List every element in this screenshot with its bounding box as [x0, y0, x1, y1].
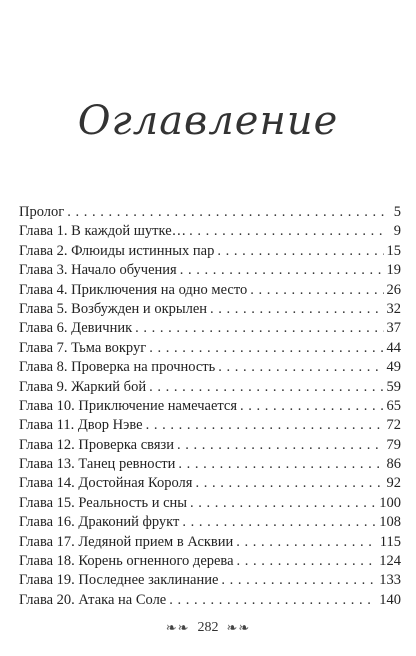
toc-entry-title: Глава 6. Девичник [19, 320, 133, 337]
dot-leader [250, 281, 383, 300]
toc-entry-title: Пролог [19, 204, 65, 220]
dot-leader [182, 513, 376, 532]
toc-entry-title: Глава 4. Приключения на одно место [19, 281, 248, 298]
dot-leader [236, 533, 376, 552]
toc-entry-page: 19 [386, 262, 401, 279]
toc-entry-page: 72 [386, 417, 401, 434]
toc-entry-page: 140 [379, 591, 401, 608]
ornament-right-icon: ❧❧ [226, 620, 251, 635]
toc-entry-page: 133 [379, 572, 401, 589]
toc-entry [19, 339, 401, 358]
toc-entry [19, 358, 401, 377]
toc-entry-title: Глава 20. Атака на Соле [19, 591, 167, 608]
toc-entry-title: Глава 15. Реальность и сны [19, 494, 188, 511]
toc-entry [19, 436, 401, 455]
toc-entry-title: Глава 18. Корень огненного дерева [19, 553, 234, 570]
toc-entry-page: 9 [393, 223, 401, 240]
toc-entry-title: Глава 16. Драконий фрукт [19, 514, 180, 531]
dot-leader [135, 319, 383, 338]
toc-entry-title: Глава 14. Достойная Короля [19, 475, 193, 492]
toc-entry-title: Глава 2. Флюиды истинных пар [19, 242, 215, 259]
page-title: Оглавление [77, 98, 339, 144]
toc-entry-page: 5 [393, 204, 401, 220]
toc-entry [19, 378, 401, 397]
dot-leader [237, 552, 377, 571]
toc-entry-page: 92 [386, 475, 401, 492]
toc-entry [19, 397, 401, 416]
table-of-contents [19, 203, 401, 610]
toc-entry [19, 261, 401, 280]
toc-entry-page: 26 [386, 281, 401, 298]
toc-entry [19, 281, 401, 300]
toc-entry-title: Глава 9. Жаркий бой [19, 378, 147, 395]
toc-entry-page: 115 [379, 533, 401, 550]
toc-entry-title: Глава 17. Ледяной прием в Асквии [19, 533, 234, 550]
toc-entry [19, 319, 401, 338]
toc-entry-page: 108 [379, 514, 401, 531]
toc-entry-page: 44 [386, 339, 401, 356]
toc-entry-page: 59 [386, 378, 401, 395]
toc-entry [19, 494, 401, 513]
toc-entry-page: 32 [386, 300, 401, 317]
page-footer [0, 620, 416, 636]
dot-leader [221, 571, 376, 590]
dot-leader [149, 339, 383, 358]
toc-entry-title: Глава 8. Проверка на прочность [19, 359, 216, 376]
toc-entry-page: 86 [386, 456, 401, 473]
toc-entry-title: Глава 7. Тьма вокруг [19, 339, 147, 356]
toc-entry-page: 79 [386, 436, 401, 453]
toc-entry-page: 15 [386, 242, 401, 259]
toc-entry [19, 474, 401, 493]
ornament-left-icon: ❧❧ [165, 620, 190, 635]
toc-entry [19, 513, 401, 532]
toc-entry-page: 100 [379, 494, 401, 511]
toc-entry [19, 533, 401, 552]
dot-leader [210, 300, 383, 319]
dot-leader [149, 378, 383, 397]
dot-leader [217, 242, 383, 261]
dot-leader [189, 222, 388, 241]
toc-entry-page: 124 [379, 553, 401, 570]
dot-leader [190, 494, 376, 513]
toc-entry-page: 65 [386, 397, 401, 414]
toc-entry [19, 203, 401, 222]
toc-entry [19, 455, 401, 474]
dot-leader [169, 591, 376, 610]
toc-entry [19, 591, 401, 610]
toc-entry-title: Глава 10. Приключение намечается [19, 397, 238, 414]
dot-leader [195, 474, 383, 493]
toc-entry [19, 300, 401, 319]
toc-entry [19, 242, 401, 261]
dot-leader [67, 203, 388, 222]
toc-entry [19, 571, 401, 590]
dot-leader [240, 397, 383, 416]
toc-entry-title: Глава 5. Возбужден и окрылен [19, 300, 208, 317]
page-number: 282 [197, 620, 219, 635]
dot-leader [178, 455, 383, 474]
toc-entry [19, 552, 401, 571]
toc-entry [19, 222, 401, 241]
toc-entry-title: Глава 1. В каждой шутке… [19, 223, 187, 240]
toc-entry-page: 49 [386, 359, 401, 376]
toc-entry-page: 37 [386, 320, 401, 337]
dot-leader [177, 436, 384, 455]
dot-leader [180, 261, 384, 280]
dot-leader [218, 358, 383, 377]
toc-entry-title: Глава 11. Двор Нэве [19, 417, 143, 434]
toc-entry-title: Глава 13. Танец ревности [19, 456, 176, 473]
toc-entry-title: Глава 3. Начало обучения [19, 262, 177, 279]
toc-entry-title: Глава 12. Проверка связи [19, 436, 174, 453]
dot-leader [146, 416, 384, 435]
toc-entry-title: Глава 19. Последнее заклинание [19, 572, 219, 589]
toc-entry [19, 416, 401, 435]
